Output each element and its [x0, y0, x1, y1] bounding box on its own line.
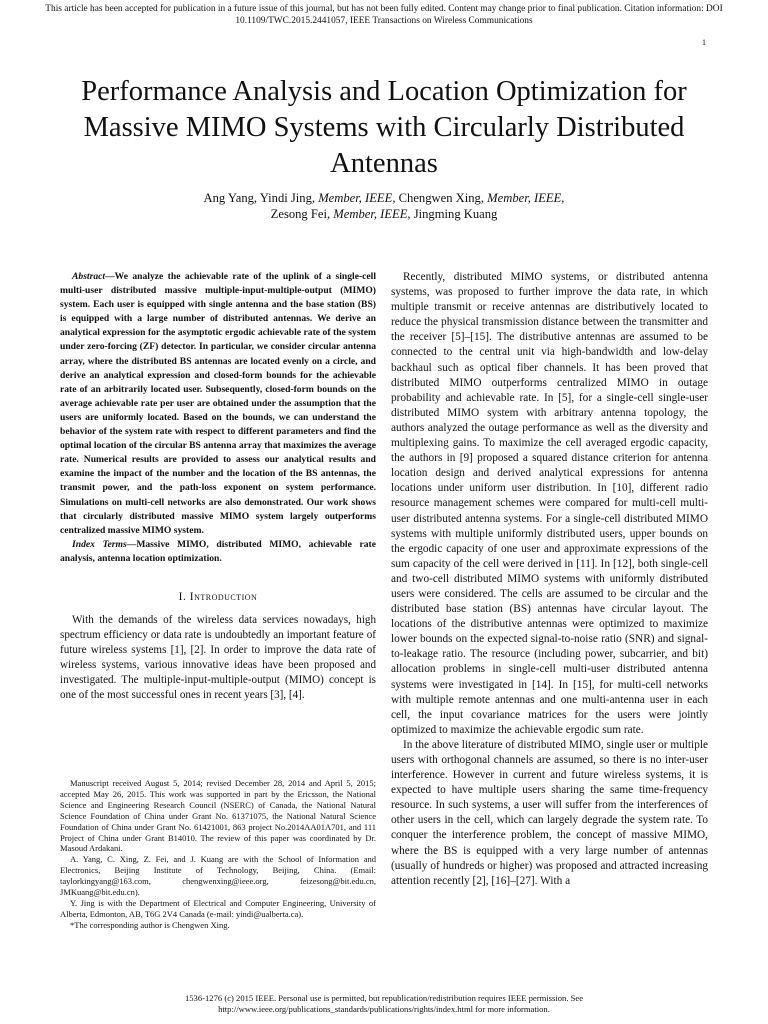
section-name: Introduction: [189, 590, 258, 603]
abstract-label: Abstract: [72, 271, 106, 282]
author-group-2: Chengwen Xing,: [398, 191, 484, 205]
section-numeral: I.: [178, 590, 190, 603]
left-column: [60, 270, 376, 703]
footnote-corresponding-author: *The corresponding author is Chengwen Xing.: [70, 919, 230, 930]
intro-paragraph-3: In the above literature of distributed MIMO, single user or multiple users with orthogonal channels are assumed, so there is no inter-user interference. However in current and future wireless systems, it is expected to have multiple users sharing the same time-frequency resource. In such systems, a user will suffer from the interferences of other users in the cell, which can largely degrade the system rate. To conquer the interference problem, the concept of massive MIMO, where the BS is equipped with a very large number of antennas (usually of hundreds or higher) was proposed and attracted increasing attention recently [2], [16]–[27]. With a: [391, 738, 708, 887]
author-group-1: Ang Yang, Yindi Jing,: [203, 191, 316, 205]
journal-banner: [0, 3, 768, 27]
page-number: 1: [702, 38, 706, 47]
section-heading-introduction: [60, 590, 376, 605]
footnote-affiliation-alberta: Y. Jing is with the Department of Electrical and Computer Engineering, University of Alberta, Edmonton, AB, T6G 2V4 Canada (e-mail: yindi@ualberta.ca).: [60, 897, 376, 919]
banner-line-1: This article has been accepted for publication in a future issue of this journal, but has not been fully edited. Content may change prior to final publication. Citation information: DOI: [45, 4, 723, 14]
copyright-notice: [0, 993, 768, 1015]
index-terms: [60, 538, 376, 566]
index-terms-label: Index Terms: [72, 538, 127, 550]
author-group-3: Zesong Fei,: [270, 207, 331, 221]
right-column: [391, 270, 708, 889]
index-terms-text: —Massive MIMO, distributed MIMO, achievable rate analysis, antenna location optimization.: [60, 538, 376, 564]
author-group-4: Jingming Kuang: [413, 207, 498, 221]
footnote-affiliation-bit: A. Yang, C. Xing, Z. Fei, and J. Kuang are with the School of Information and Electronics, Beijing Institute of Technology, Beijing, China. (Email: taylorkingyang@163.com, chengwenxing@ieee.org, feizesong@bit.edu.cn, JMKuang@bit.edu.cn).: [60, 854, 376, 898]
banner-line-2: 10.1109/TWC.2015.2441057, IEEE Transactions on Wireless Communications: [235, 16, 533, 26]
author-membership-2: Member, IEEE,: [487, 191, 565, 205]
abstract: [60, 270, 376, 538]
abstract-text: —We analyze the achievable rate of the uplink of a single-cell multi-user distributed massive multiple-input-multiple-output (MIMO) system. Each user is equipped with single antenna and the base station (BS) is equipped with a large number of distributed antennas. We derive an analytical expression for the asymptotic ergodic achievable rate of the system under zero-forcing (ZF) detector. In particular, we consider circular antenna array, where the distributed BS antennas are located evenly on a circle, and derive an analytical expression and closed-form bounds for the achievable rate of an arbitrarily located user. Subsequently, closed-form bounds on the average achievable rate per user are obtained under the assumption that the users are uniformly located. Based on the bounds, we can understand the behavior of the system rate with respect to different parameters and find the optimal location of the circular BS antenna array that maximizes the average rate. Numerical results are provided to assess our analytical results and examine the impact of the number and the location of the BS antennas, the transmit power, and the path-loss exponent on system performance. Simulations on multi-cell networks are also demonstrated. Our work shows that circularly distributed massive MIMO system largely outperforms centralized massive MIMO system.: [60, 271, 376, 536]
author-membership-3: Member, IEEE,: [333, 207, 411, 221]
copyright-line-1: 1536-1276 (c) 2015 IEEE. Personal use is permitted, but republication/redistribution requires IEEE permission. See: [184, 993, 584, 1003]
footnotes: [60, 778, 376, 931]
copyright-line-2: http://www.ieee.org/publications_standards/publications/rights/index.html for more information.: [218, 1004, 550, 1014]
intro-paragraph-1: With the demands of the wireless data services nowadays, high spectrum efficiency or data rate is undoubtedly an important feature of future wireless systems [1], [2]. In order to improve the data rate of wireless systems, various innovative ideas have been proposed and investigated. The multiple-input-multiple-output (MIMO) concept is one of the most successful ones in recent years [3], [4].: [60, 613, 376, 702]
paper-title: Performance Analysis and Location Optimization for Massive MIMO Systems with Circularly Distributed Antennas: [81, 76, 687, 179]
author-list: [60, 190, 708, 222]
author-membership-1: Member, IEEE,: [318, 191, 396, 205]
intro-paragraph-2: Recently, distributed MIMO systems, or distributed antenna systems, was proposed to further improve the data rate, in which multiple transmit or receive antennas are distributively located to reduce the physical transmission distance between the transmitter and the receiver [5]–[15]. The distributive antennas are assumed to be connected to the central unit via high-bandwidth and low-delay backhaul such as optical fiber channels. It has been proved that distributed MIMO outperforms centralized MIMO in outage probability and achievable rate. In [5], for a single-cell single-user distributed MIMO system with arbitrary antenna topology, the authors analyzed the outage performance as well as the diversity and multiplexing gains. To maximize the cell averaged ergodic capacity, the authors in [9] proposed a squared distance criterion for antenna location design and derived analytical expressions for antenna locations under uniform user distribution. In [10], different radio resource management schemes were compared for multi-cell multi-user distributed antenna systems. For a single-cell distributed MIMO systems with multiple uniformly distributed users, upper bounds on the ergodic capacity of one user and approximate expressions of the sum capacity of the cell were derived in [11]. In [12], both single-cell and two-cell distributed MIMO systems with uniformly distributed users were considered. The cells are assumed to be circular and the distributed base station (BS) antennas have circular layout. The locations of the distributive antennas were optimized to maximize lower bounds on the expected signal-to-noise ratio (SNR) and signal-to-leakage ratio. The resource (including power, subcarrier, and bit) allocation problems in single-cell multi-user distributed antenna systems were investigated in [14]. In [15], for multi-cell networks with multiple remote antennas and one multi-antenna user in each cell, the input covariance matrices for the users were jointly optimized to maximize the achievable ergodic sum rate.: [391, 271, 708, 736]
footnote-manuscript: Manuscript received August 5, 2014; revised December 28, 2014 and April 5, 2015; accepted May 26, 2015. This work was supported in part by the Ericsson, the National Science and Engineering Research Council (NSERC) of Canada, the National Natural Science Foundation of China under Grant No. 61371075, the National Natural Science Foundation of China under Grant No. 61421001, 863 project No.2014AA01A701, and 111 Project of China under Grant B14010. The review of this paper was coordinated by Dr. Masoud Ardakani.: [60, 778, 376, 854]
